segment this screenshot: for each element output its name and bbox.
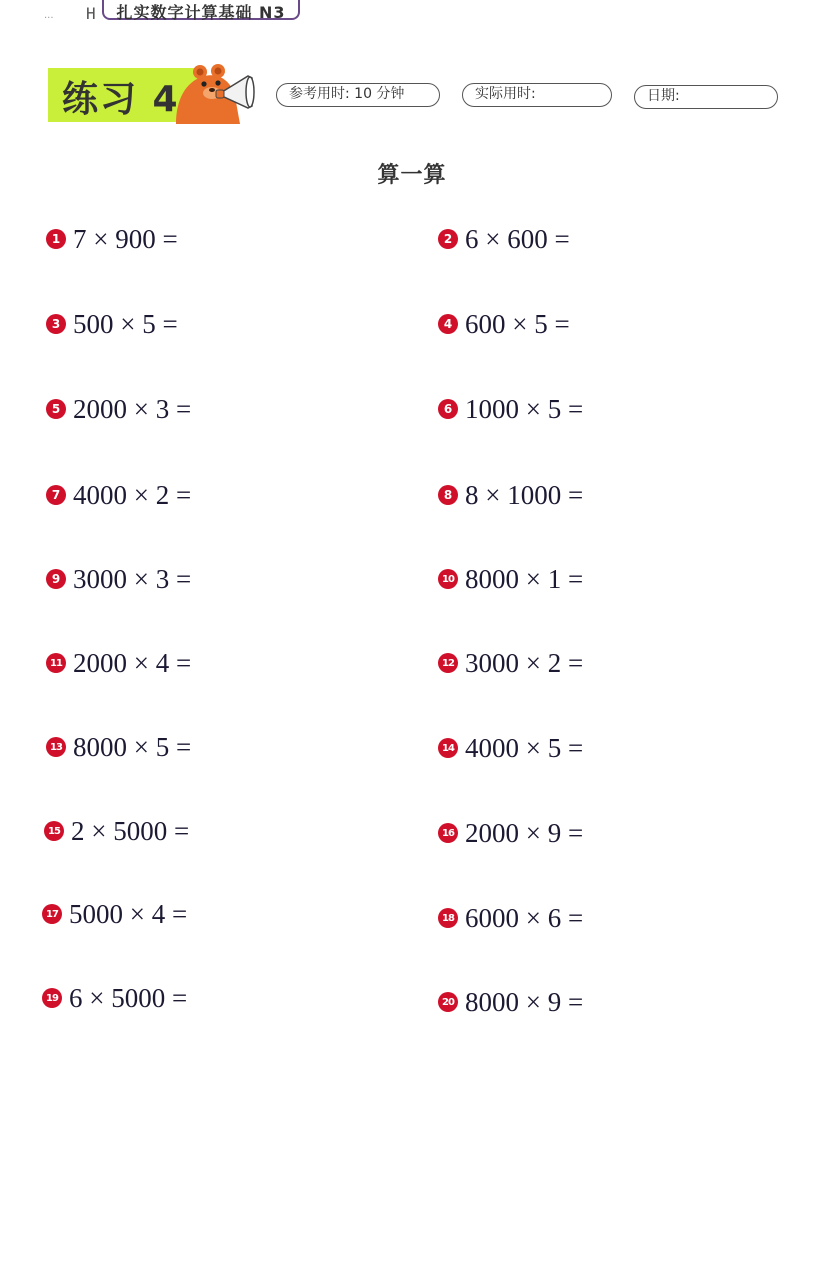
problem-item <box>46 224 178 254</box>
problem-number-badge: 11 <box>46 653 66 673</box>
problem-number-badge: 19 <box>42 988 62 1008</box>
problem-item <box>42 983 187 1013</box>
problem-expression: 3000 × 3 = <box>73 563 192 594</box>
problem-expression: 2000 × 9 = <box>465 817 584 848</box>
problem-item <box>438 818 583 848</box>
problem-expression: 6 × 5000 = <box>69 982 188 1013</box>
problem-expression: 1000 × 5 = <box>465 393 584 424</box>
book-title: 扎实数字计算基础 N3 <box>102 0 300 20</box>
problem-item <box>438 903 583 933</box>
reference-time-field: 参考用时: 10 分钟 <box>276 83 440 107</box>
problem-expression: 8 × 1000 = <box>465 479 584 510</box>
problem-expression: 3000 × 2 = <box>465 647 584 678</box>
problem-expression: 2000 × 3 = <box>73 393 192 424</box>
problem-number-badge: 2 <box>438 229 458 249</box>
problem-expression: 7 × 900 = <box>73 223 178 254</box>
problem-item <box>438 564 583 594</box>
problem-expression: 6000 × 6 = <box>465 902 584 933</box>
problem-number-badge: 10 <box>438 569 458 589</box>
problem-item <box>46 732 191 762</box>
problem-item <box>42 899 187 929</box>
problem-number-badge: 16 <box>438 823 458 843</box>
problem-item <box>438 394 583 424</box>
problem-item <box>438 987 583 1017</box>
problem-expression: 8000 × 9 = <box>465 986 584 1017</box>
problem-expression: 5000 × 4 = <box>69 898 188 929</box>
problem-item <box>46 394 191 424</box>
problem-expression: 8000 × 5 = <box>73 731 192 762</box>
problem-item <box>438 480 583 510</box>
problem-number-badge: 12 <box>438 653 458 673</box>
problem-number-badge: 5 <box>46 399 66 419</box>
section-title: 算一算 <box>377 163 447 188</box>
problem-number-badge: 3 <box>46 314 66 334</box>
bear-megaphone-icon <box>170 62 262 124</box>
problem-number-badge: 15 <box>44 821 64 841</box>
problem-number-badge: 20 <box>438 992 458 1012</box>
problem-number-badge: 1 <box>46 229 66 249</box>
problem-number-badge: 17 <box>42 904 62 924</box>
problem-item <box>44 816 189 846</box>
problem-expression: 2 × 5000 = <box>71 815 190 846</box>
tab-mark: H <box>86 4 96 23</box>
exercise-title: 练习 4 <box>62 79 180 120</box>
date-field[interactable]: 日期: <box>634 85 778 109</box>
problem-expression: 6 × 600 = <box>465 223 570 254</box>
problem-item <box>438 224 570 254</box>
problem-item <box>46 480 191 510</box>
actual-time-field[interactable]: 实际用时: <box>462 83 612 107</box>
problem-expression: 2000 × 4 = <box>73 647 192 678</box>
problem-number-badge: 9 <box>46 569 66 589</box>
problem-number-badge: 14 <box>438 738 458 758</box>
problem-expression: 500 × 5 = <box>73 308 178 339</box>
problem-item <box>438 309 570 339</box>
problem-expression: 8000 × 1 = <box>465 563 584 594</box>
problem-item <box>46 309 178 339</box>
problem-number-badge: 13 <box>46 737 66 757</box>
problem-number-badge: 6 <box>438 399 458 419</box>
problem-item <box>438 648 583 678</box>
problem-expression: 600 × 5 = <box>465 308 570 339</box>
problem-expression: 4000 × 5 = <box>465 732 584 763</box>
problem-number-badge: 4 <box>438 314 458 334</box>
tab-dots: ... <box>44 10 54 21</box>
problem-number-badge: 8 <box>438 485 458 505</box>
problem-item <box>46 564 191 594</box>
problem-item <box>438 733 583 763</box>
problem-expression: 4000 × 2 = <box>73 479 192 510</box>
problem-number-badge: 18 <box>438 908 458 928</box>
problem-item <box>46 648 191 678</box>
problem-number-badge: 7 <box>46 485 66 505</box>
